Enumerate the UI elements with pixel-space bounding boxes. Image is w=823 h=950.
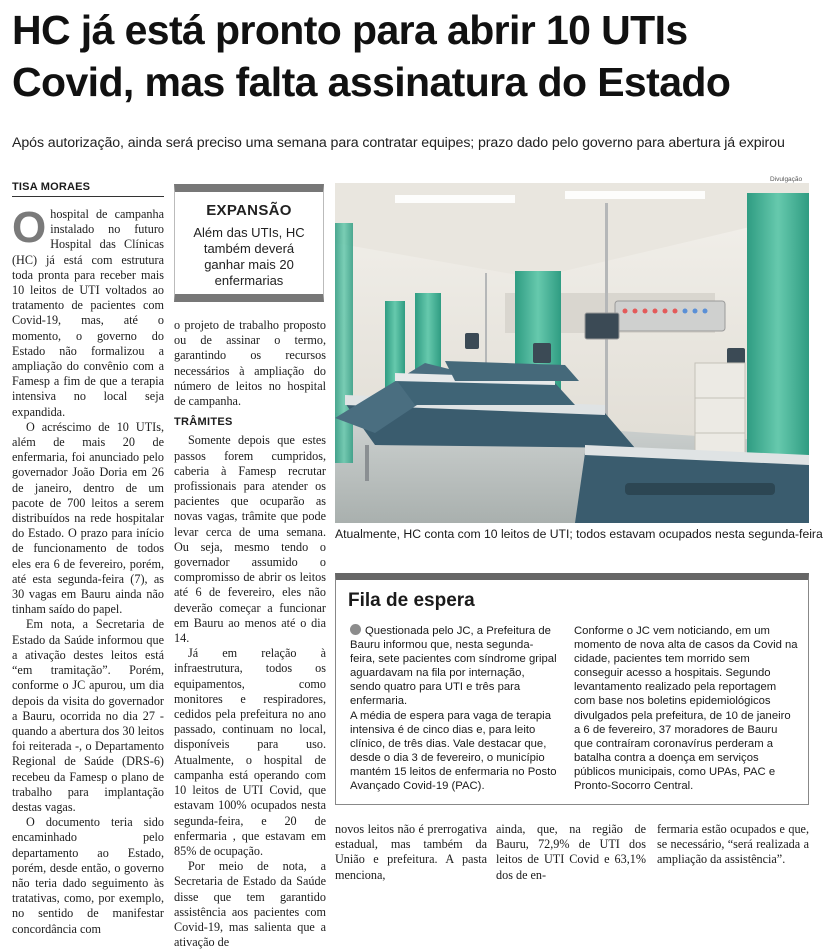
article-paragraph — [12, 203, 164, 420]
fila-paragraph: A média de espera para vaga de terapia intensiva é de cinco dias e, para leito clínico, de três dias. Vale destacar que, desde o dia 3 de fevereiro, o município mantém 15 leitos de enfermaria no Posto Avançado Covid-19 (PAC). — [350, 709, 557, 793]
article-paragraph: Já em relação à infraestrutura, todos os equipamentos, como monitores e respiradores, cedidos pela prefeitura no ano passado, continuam no local, disponíveis para uso. Atualmente, o hospital de campanha está operando com 10 leitos de UTI Covid, que estavam 100% ocupados nesta segunda-feira, e 20 de enfermaria , que estavam em 85% de ocupação. — [174, 646, 326, 858]
fila-paragraph — [350, 624, 558, 709]
headline-line-2: Covid, mas falta assinatura do Estado — [12, 59, 731, 105]
article-paragraph: O documento teria sido encaminhado pelo departamento ao Estado, porém, desde então, o governo não teria dado seguimento às tratativas, como, por exemplo, no sentido de manifestar concordância com — [12, 815, 164, 936]
expansion-title: EXPANSÃO — [206, 202, 292, 219]
expansion-text: Além das UTIs, HC também deverá ganhar mais 20 enfermarias — [193, 225, 305, 288]
bullet-icon — [350, 624, 361, 635]
headline-line-1: HC já está pronto para abrir 10 UTIs — [12, 7, 688, 53]
article-column-1 — [12, 203, 164, 937]
article-column-2 — [174, 318, 326, 950]
fila-title: Fila de espera — [348, 590, 475, 611]
drop-cap: O — [12, 203, 47, 252]
article-continuation-3: fermaria estão ocupados e que, se necessário, “será realizada a ampliação da assistência”. — [657, 822, 809, 867]
article-paragraph: Somente depois que estes passos forem cumpridos, caberia à Famesp recrutar profissionais para atender os pacientes que ocuparão as novas vagas, trâmite que pode levar cerca de uma semana. Ou seja, mesmo tendo o governador assumido o compromisso de abrir os leitos até 6 de fevereiro, eles não deverão começar a funcionar em Bauru ao menos até o dia 14. — [174, 433, 326, 646]
article-paragraph: O acréscimo de 10 UTIs, além de mais 20 de enfermaria, foi anunciado pelo governador João Doria em 26 de janeiro, dentro de um pacote de 700 leitos a serem distribuídos na rede hospitalar do Estado. O prazo para início de funcionamento de todos eles era 6 de fevereiro, porém, até esta segunda-feira (7), as 30 vagas em Bauru ainda não tinham saído do papel. — [12, 419, 164, 617]
hospital-photo — [335, 183, 809, 523]
article-paragraph: Por meio de nota, a Secretaria de Estado da Saúde disse que tem garantido assistência aos pacientes com Covid-19, mas salienta que a ativação de — [174, 859, 326, 950]
fila-paragraph: Conforme o JC vem noticiando, em um momento de nova alta de casos da Covid na cidade, pacientes tem morrido sem conseguir acesso a hospitais. Segundo levantamento realizado pela reportagem com base nos boletins epidemiológicos divulgados pela prefeitura, de 10 de janeiro a 6 de fevereiro, 37 moradores de Bauru que contraíram coronavírus perderam a batalha contra a doença em serviços públicos municipais, como UPAs, PAC e Pronto-Socorro Central. — [574, 625, 798, 793]
fila-paragraph-text: Questionada pelo JC, a Prefeitura de Bauru informou que, nesta segunda-feira, sete pacientes com síndrome gripal aguardavam na fila por internação, sendo quatro para UTI e três para enfermaria. — [350, 625, 557, 708]
article-continuation-2: ainda, que, na região de Bauru, 72,9% de UTI dos leitos de UTI Covid e 63,1% dos de en- — [496, 822, 646, 882]
article-paragraph: Em nota, a Secretaria de Estado da Saúde informou que a ativação destes leitos está “em tramitação”. Porém, conforme o JC apurou, um dia depois da visita do governador a Bauru, ocorrida no dia 27 - quando a abertura dos 30 leitos foi reiterada -, o Departamento Regional de Saúde (DRS-6) recebeu da Famesp o plano de trabalho para implantação destas vagas. — [12, 617, 164, 814]
paragraph-text: hospital de campanha instalado no futuro Hospital das Clínicas (HC) já está com estrutura toda pronta para receber mais 10 leitos de UTI voltados ao tratamento de pacientes com Covid-19, mas, até o momento, o governo do Estado não formalizou a ampliação do convênio com a Famesp a fim de que a terapia intensiva no local seja expandida. — [12, 207, 164, 419]
byline: TISA MORAES — [12, 181, 164, 197]
headline — [12, 4, 812, 108]
fila-column-2 — [574, 624, 798, 793]
photo-caption: Atualmente, HC conta com 10 leitos de UTI; todos estavam ocupados nesta segunda-feira — [335, 527, 823, 541]
expansion-callout — [174, 184, 324, 302]
article-continuation-1: novos leitos não é prerrogativa estadual, mas também da União e prefeitura. A pasta menciona, — [335, 822, 487, 882]
fila-column-1 — [350, 624, 558, 793]
fila-de-espera-box — [335, 573, 809, 805]
section-heading-tramites: TRÂMITES — [174, 416, 233, 429]
article-paragraph: o projeto de trabalho proposto ou de assinar o termo, garantindo os recursos necessários à ampliação do número de leitos no hospital de campanha. — [174, 318, 326, 409]
subheadline: Após autorização, ainda será preciso uma semana para contratar equipes; prazo dado pelo governo para abertura já expirou — [12, 135, 785, 151]
photo-credit: Divulgação — [770, 176, 803, 183]
icu-ward-illustration — [335, 183, 809, 523]
